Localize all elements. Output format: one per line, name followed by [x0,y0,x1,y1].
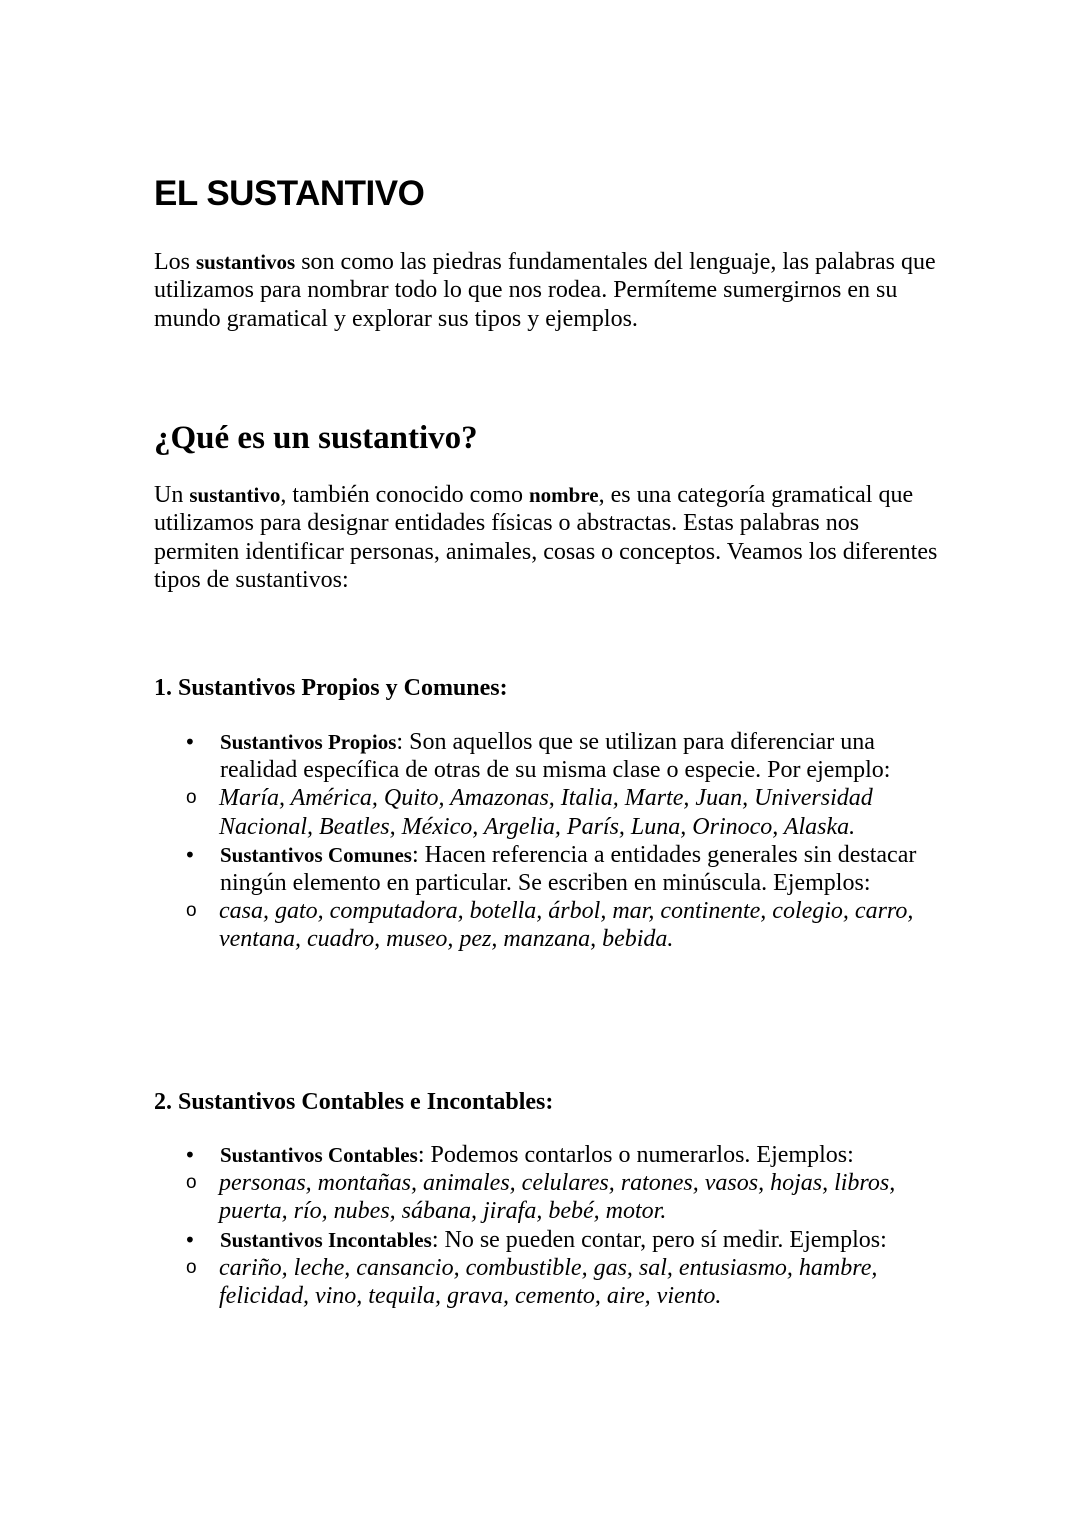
sub-list-item [154,1169,944,1225]
sub-list-item [154,1254,944,1310]
list-item [154,1141,944,1169]
list-item [154,1226,944,1254]
bullet-icon: • [184,1143,196,1167]
item-term: Sustantivos Incontables [220,1227,432,1252]
intro-paragraph [154,248,944,333]
intro-bold-term: sustantivos [196,250,296,274]
list-item [154,728,944,784]
definition-text-mid: , también conocido como [280,482,529,508]
item-description: : No se pueden contar, pero sí medir. Ejemplos: [431,1226,887,1253]
item-description: : Podemos contarlos o numerarlos. Ejemplos: [417,1142,854,1168]
section2-heading: 2. Sustantivos Contables e Incontables: [154,1089,554,1115]
section1-heading: 1. Sustantivos Propios y Comunes: [154,675,508,701]
intro-text-after: son como las piedras fundamentales del lenguaje, las palabras que utilizamos para nombrar todo lo que nos rodea. Permíteme sumergirnos en su mundo gramatical y explorar sus tipos y ejemplos. [154,249,936,332]
sub-bullet-icon: o [186,900,197,922]
intro-text-before: Los [154,249,196,275]
sub-bullet-icon: o [186,1256,197,1278]
item-term: Sustantivos Comunes [220,842,412,867]
bullet-icon: • [184,842,196,867]
item-examples: personas, montañas, animales, celulares, ratones, vasos, hojas, libros, puerta, río, nubes, sábana, jirafa, bebé, motor. [219,1170,896,1225]
definition-bold-sustantivo: sustantivo [189,483,281,507]
sub-list-item [154,897,944,953]
definition-text-before: Un [154,482,190,508]
definition-paragraph [154,481,944,595]
item-term: Sustantivos Contables [220,1143,418,1167]
sub-list-item [154,784,944,840]
sub-bullet-icon: o [186,1172,197,1194]
item-term: Sustantivos Propios [220,730,397,754]
list-item [154,841,944,897]
sub-bullet-icon: o [186,787,197,809]
item-examples: casa, gato, computadora, botella, árbol, mar, continente, colegio, carro, ventana, cuadro, museo, pez, manzana, bebida. [219,898,914,953]
item-examples: cariño, leche, cansancio, combustible, gas, sal, entusiasmo, hambre, felicidad, vino, tequila, grava, cemento, aire, viento. [219,1254,878,1310]
item-examples: María, América, Quito, Amazonas, Italia, Marte, Juan, Universidad Nacional, Beatles, México, Argelia, París, Luna, Orinoco, Alaska. [219,785,873,840]
item-description: : Son aquellos que se utilizan para diferenciar una realidad específica de otras de su misma clase o especie. Por ejemplo: [220,729,891,784]
section1-list [154,728,944,954]
page-title: EL SUSTANTIVO [154,174,425,213]
definition-bold-nombre: nombre [528,483,599,507]
what-is-heading: ¿Qué es un sustantivo? [154,420,478,456]
section2-list [154,1141,944,1310]
item-description: : Hacen referencia a entidades generales sin destacar ningún elemento en particular. Se escriben en minúscula. Ejemplos: [220,841,917,897]
definition-text-after: , es una categoría gramatical que utilizamos para designar entidades físicas o abstractas. Estas palabras nos permiten identificar personas, animales, cosas o conceptos. Veamos los diferentes tipos de sustantivos: [154,482,938,594]
bullet-icon: • [184,730,196,754]
bullet-icon: • [184,1227,196,1252]
